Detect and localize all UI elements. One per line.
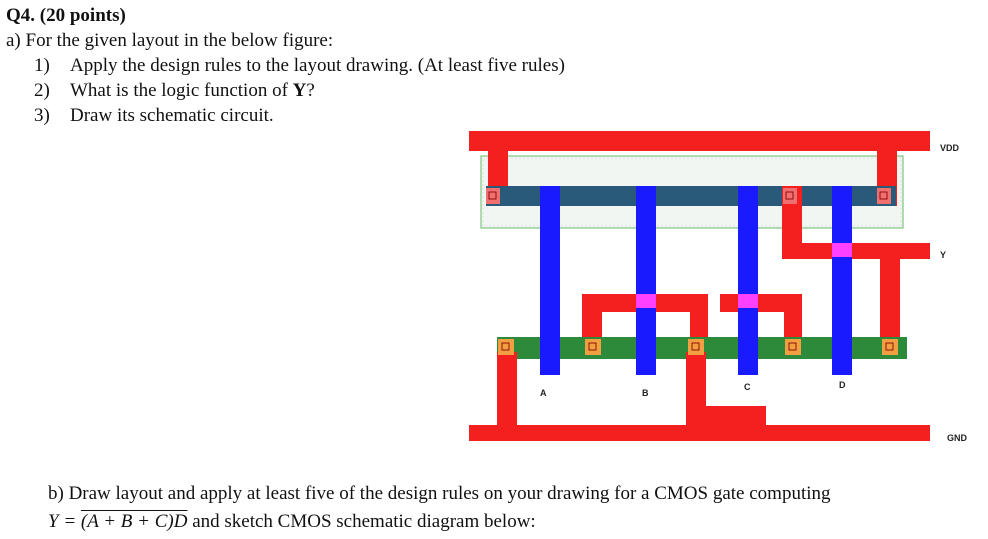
- n-contact-1: [498, 339, 514, 355]
- equation-left: Y =: [48, 511, 81, 532]
- input-a-label: A: [540, 388, 547, 398]
- item-text: Apply the design rules to the layout drawing. (At least five rules): [70, 55, 565, 76]
- vdd-rail: [469, 131, 930, 151]
- item-text-bold: Y: [292, 80, 307, 101]
- gnd-rail: [469, 425, 930, 441]
- y-output-rail: [782, 243, 930, 259]
- y-label: Y: [940, 250, 947, 260]
- gnd-label: GND: [947, 433, 967, 443]
- item-number: 1): [34, 55, 50, 76]
- n-contact-4: [785, 339, 801, 355]
- poly-gate-b: [636, 186, 656, 375]
- item-text: What is the logic function of: [70, 80, 293, 101]
- question-title: Q4. (20 points): [6, 5, 126, 26]
- part-a-intro: a) For the given layout in the below figure:: [6, 30, 334, 51]
- equation-trailing-text: and sketch CMOS schematic diagram below:: [187, 511, 536, 532]
- part-b-line-2: [48, 511, 536, 533]
- n-contact-3: [688, 339, 704, 355]
- part-b-line-1: b) Draw layout and apply at least five of the design rules on your drawing for a CMOS gate computing: [48, 483, 831, 504]
- item-number: 2): [34, 80, 50, 101]
- poly-gate-c: [738, 186, 758, 375]
- poly-gate-a: [540, 186, 560, 375]
- item-text-end: ?: [306, 80, 315, 101]
- item-text: Draw its schematic circuit.: [70, 105, 274, 126]
- input-b-label: B: [642, 388, 649, 398]
- item-number: 3): [34, 105, 50, 126]
- p-contact-2: [783, 188, 797, 204]
- n-contact-2: [585, 339, 601, 355]
- equation-overlined: (A + B + C)D: [80, 511, 188, 532]
- via-d: [832, 243, 852, 257]
- n-contact-5: [882, 339, 898, 355]
- y-output-drop: [880, 243, 900, 353]
- vdd-label: VDD: [940, 143, 960, 153]
- poly-gate-d: [832, 186, 852, 375]
- input-c-label: C: [744, 382, 751, 392]
- p-contact-1: [486, 188, 500, 204]
- input-d-label: D: [839, 380, 846, 390]
- gnd-left-foot: [497, 352, 517, 374]
- via-b: [636, 294, 656, 308]
- gnd-mid-hook: [686, 406, 766, 426]
- p-contact-3: [877, 188, 891, 204]
- via-c: [738, 294, 758, 308]
